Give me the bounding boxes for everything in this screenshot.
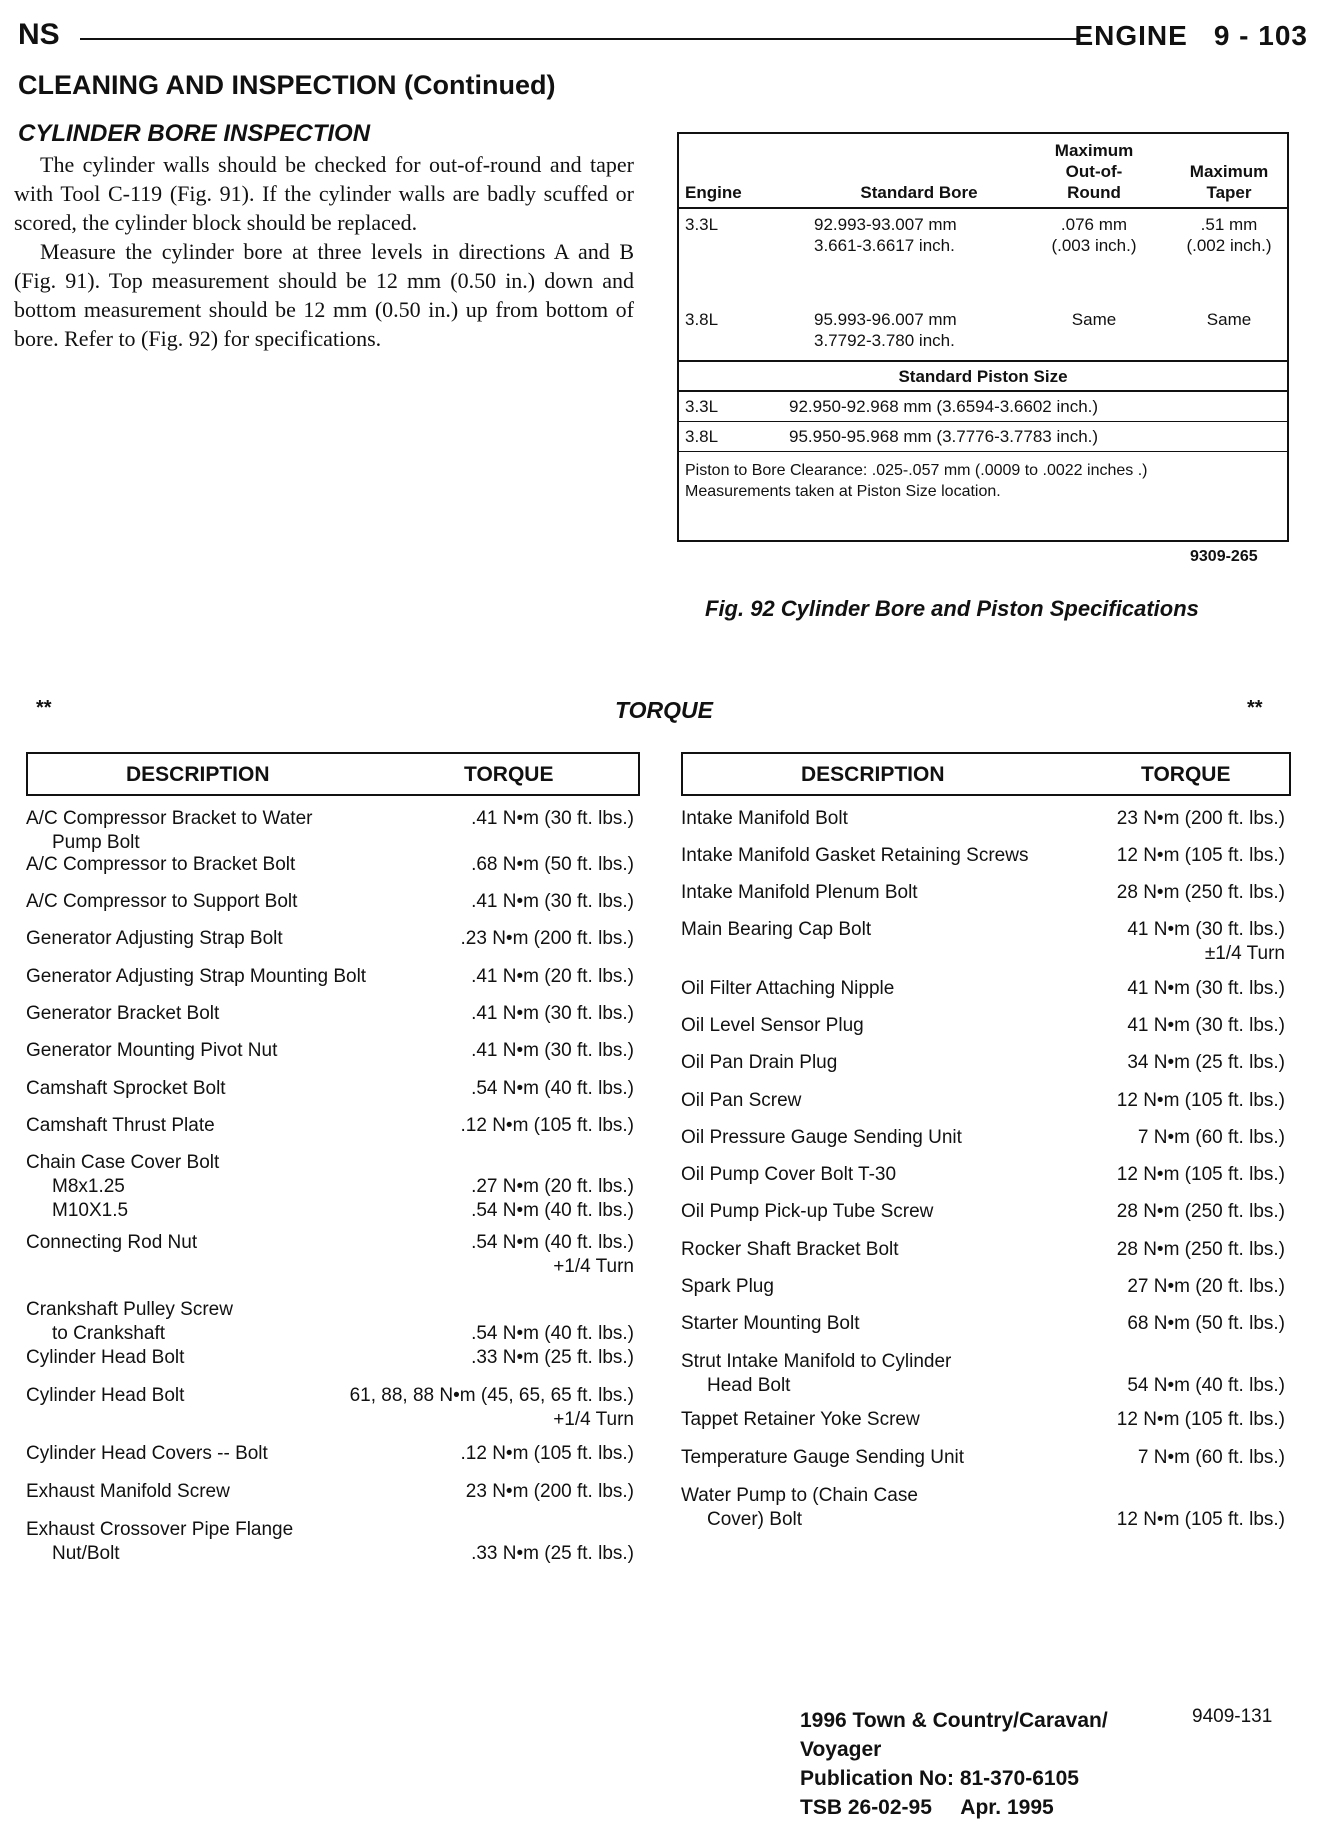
description-line: Starter Mounting Bolt [681, 1313, 860, 1334]
value-line: 12 N•m (105 ft. lbs.) [1116, 845, 1285, 866]
torque-value [471, 1077, 634, 1101]
col-taper-line2: Taper [1206, 183, 1252, 202]
description-line: Exhaust Crossover Pipe Flange [26, 1519, 294, 1540]
torque-description [681, 1275, 774, 1299]
torque-value [1127, 1312, 1285, 1336]
torque-description [681, 1014, 864, 1038]
bore-mm-cell: 95.993-96.007 mm [814, 310, 957, 329]
value-line [471, 1518, 634, 1542]
value-line: 12 N•m (105 ft. lbs.) [1116, 1509, 1285, 1530]
engine-cell: 3.8L [685, 427, 719, 446]
header-right [1074, 20, 1308, 52]
description-line: A/C Compressor to Support Bolt [26, 891, 298, 912]
torque-value [1127, 1051, 1285, 1075]
description-line: Intake Manifold Bolt [681, 808, 848, 829]
piston-size-cell: 92.950-92.968 mm (3.6594-3.6602 inch.) [789, 397, 1099, 416]
torque-table-right-header [681, 752, 1291, 796]
publication-code: 9409-131 [1192, 1706, 1273, 1727]
torque-value [466, 1480, 634, 1504]
spec-table-header [679, 134, 1287, 209]
publication-info [800, 1706, 1108, 1822]
taper-mm-cell: .51 mm [1200, 215, 1258, 234]
description-line: Strut Intake Manifold to Cylinder [681, 1351, 952, 1372]
torque-stars-left: ** [36, 697, 52, 719]
value-line: .54 N•m (40 ft. lbs.) [471, 1200, 634, 1221]
torque-value [471, 853, 634, 877]
value-line [1127, 1350, 1285, 1374]
torque-description [681, 1126, 962, 1150]
piston-row-3-3l [679, 392, 1287, 422]
col-oor-line3: Round [1067, 183, 1121, 202]
torque-value [1117, 881, 1285, 905]
value-line [1117, 1484, 1285, 1508]
torque-description [26, 1346, 184, 1370]
torque-value [1127, 1275, 1285, 1299]
value-line: .41 N•m (20 ft. lbs.) [471, 966, 634, 987]
torque-header: TORQUE [464, 763, 554, 786]
description-line: Cylinder Head Covers -- Bolt [26, 1443, 268, 1464]
description-line: Temperature Gauge Sending Unit [681, 1447, 965, 1468]
description-line: Cylinder Head Bolt [26, 1385, 185, 1406]
torque-description [681, 918, 871, 942]
description-line: to Crankshaft [52, 1323, 165, 1344]
paragraph-1: The cylinder walls should be checked for out-of-round and taper with Tool C-119 (Fig. 91). If the cylinder walls are badly scuffed or scored, the cylinder block should be replaced. [14, 152, 634, 235]
body-text [14, 150, 634, 353]
value-line: .54 N•m (40 ft. lbs.) [471, 1078, 634, 1099]
description-line: Pump Bolt [52, 832, 140, 853]
torque-description [681, 977, 894, 1001]
value-line: .12 N•m (105 ft. lbs.) [460, 1443, 634, 1464]
engine-cell: 3.3L [685, 215, 719, 234]
bore-in-cell: 3.7792-3.780 inch. [814, 331, 955, 350]
clearance-note-line2: Measurements taken at Piston Size location. [685, 483, 1001, 500]
value-line: .12 N•m (105 ft. lbs.) [460, 1115, 634, 1136]
value-line: .33 N•m (25 ft. lbs.) [471, 1347, 634, 1368]
torque-value [471, 1151, 634, 1223]
value-line: 34 N•m (25 ft. lbs.) [1127, 1052, 1285, 1073]
piston-size-cell: 95.950-95.968 mm (3.7776-3.7783 inch.) [789, 427, 1099, 446]
description-line: Cylinder Head Bolt [26, 1347, 185, 1368]
torque-description [26, 807, 312, 855]
paragraph-2: Measure the cylinder bore at three levels in directions A and B (Fig. 91). Top measurement should be 12 mm (0.50 in.) down and bottom measurement should be 12 mm (0.50 in.) up from bottom of bore. Refer to (Fig. 92) for specifications. [14, 239, 634, 351]
oor-cell: Same [1071, 310, 1117, 329]
value-line: 28 N•m (250 ft. lbs.) [1116, 1239, 1285, 1260]
taper-in-cell: (.002 inch.) [1186, 236, 1272, 255]
value-line: 41 N•m (30 ft. lbs.) [1127, 1015, 1285, 1036]
torque-description [681, 1051, 837, 1075]
col-taper-line1: Maximum [1189, 162, 1269, 181]
torque-table-left-header [26, 752, 640, 796]
torque-description [26, 965, 366, 989]
torque-value [1127, 1014, 1285, 1038]
torque-description [681, 1163, 896, 1187]
publication-line3: Publication No: 81-370-6105 [800, 1767, 1079, 1790]
header-page: 9 - 103 [1213, 20, 1308, 51]
torque-value [461, 1442, 635, 1466]
value-line: .54 N•m (40 ft. lbs.) [471, 1323, 634, 1344]
torque-value [1117, 807, 1285, 831]
torque-description [681, 1408, 920, 1432]
value-line: 12 N•m (105 ft. lbs.) [1116, 1090, 1285, 1111]
torque-description [26, 1384, 184, 1408]
torque-value [471, 1039, 634, 1063]
torque-value [1127, 1350, 1285, 1398]
value-line: .41 N•m (30 ft. lbs.) [471, 891, 634, 912]
torque-description [26, 1298, 233, 1346]
header-model: NS [18, 18, 60, 51]
torque-description [26, 1002, 219, 1026]
description-line: Connecting Rod Nut [26, 1232, 198, 1253]
torque-value [1117, 1408, 1285, 1432]
value-line [471, 1298, 634, 1322]
description-line: M8x1.25 [52, 1176, 125, 1197]
engine-cell: 3.3L [685, 397, 719, 416]
torque-value [1117, 1238, 1285, 1262]
piston-row-3-8l [679, 422, 1287, 452]
publication-line2: Voyager [800, 1738, 882, 1761]
torque-description [26, 890, 297, 914]
description-line: Camshaft Sprocket Bolt [26, 1078, 226, 1099]
torque-description [26, 853, 295, 877]
oor-mm-cell: .076 mm [1060, 215, 1128, 234]
description-line: Head Bolt [707, 1375, 791, 1396]
torque-value [471, 807, 634, 831]
torque-value [1117, 844, 1285, 868]
torque-value [1117, 1163, 1285, 1187]
torque-description [26, 1518, 293, 1566]
publication-line4: TSB 26-02-95 Apr. 1995 [800, 1796, 1054, 1819]
value-line: 68 N•m (50 ft. lbs.) [1127, 1313, 1285, 1334]
description-line: Intake Manifold Gasket Retaining Screws [681, 845, 1029, 866]
torque-value [1127, 918, 1285, 966]
description-header: DESCRIPTION [801, 763, 945, 786]
torque-value [350, 1384, 634, 1432]
figure-code: 9309-265 [1190, 548, 1258, 565]
value-line: .54 N•m (40 ft. lbs.) [471, 1232, 634, 1253]
value-line: .27 N•m (20 ft. lbs.) [471, 1176, 634, 1197]
torque-table-left [26, 752, 640, 1564]
torque-table-right [681, 752, 1291, 1530]
description-line: Oil Filter Attaching Nipple [681, 978, 895, 999]
value-line: 41 N•m (30 ft. lbs.) [1127, 978, 1285, 999]
description-line: Generator Adjusting Strap Mounting Bolt [26, 966, 367, 987]
description-line: Main Bearing Cap Bolt [681, 919, 872, 940]
description-line: Generator Adjusting Strap Bolt [26, 928, 283, 949]
torque-value [1127, 977, 1285, 1001]
description-line: Oil Level Sensor Plug [681, 1015, 864, 1036]
torque-value [1117, 1484, 1285, 1532]
torque-header: TORQUE [1141, 763, 1231, 786]
torque-value [1138, 1446, 1285, 1470]
value-line: .41 N•m (30 ft. lbs.) [471, 1040, 634, 1061]
value-line: .41 N•m (30 ft. lbs.) [471, 808, 634, 829]
value-line: 12 N•m (105 ft. lbs.) [1116, 1409, 1285, 1430]
header-section: ENGINE [1074, 20, 1188, 51]
value-line: 28 N•m (250 ft. lbs.) [1116, 1201, 1285, 1222]
figure-caption: Fig. 92 Cylinder Bore and Piston Specifications [705, 596, 1199, 621]
torque-description [681, 1484, 918, 1532]
description-line: Intake Manifold Plenum Bolt [681, 882, 918, 903]
torque-stars-right: ** [1247, 697, 1263, 719]
torque-value [471, 1231, 634, 1279]
engine-cell: 3.8L [685, 310, 719, 329]
torque-description [681, 1350, 951, 1398]
col-standard-bore: Standard Bore [860, 183, 978, 202]
bore-mm-cell: 92.993-93.007 mm [814, 215, 957, 234]
bore-in-cell: 3.661-3.6617 inch. [814, 236, 955, 255]
torque-description [26, 1114, 215, 1138]
torque-value [471, 1518, 634, 1566]
description-line: Oil Pan Screw [681, 1090, 802, 1111]
value-line [471, 1151, 634, 1175]
col-oor-line1: Maximum [1054, 141, 1134, 160]
description-line: Chain Case Cover Bolt [26, 1152, 220, 1173]
value-line: .33 N•m (25 ft. lbs.) [471, 1543, 634, 1564]
value-line: 61, 88, 88 N•m (45, 65, 65 ft. lbs.) [349, 1385, 634, 1406]
torque-title: TORQUE [615, 697, 713, 723]
section-title: CLEANING AND INSPECTION (Continued) [18, 70, 556, 100]
torque-description [681, 1312, 859, 1336]
clearance-note-line1: Piston to Bore Clearance: .025-.057 mm (.0009 to .0022 inches .) [685, 462, 1148, 479]
description-line: Camshaft Thrust Plate [26, 1115, 215, 1136]
description-line: Rocker Shaft Bracket Bolt [681, 1239, 899, 1260]
torque-description [26, 1077, 226, 1101]
description-line: Oil Pan Drain Plug [681, 1052, 838, 1073]
torque-value [461, 927, 635, 951]
torque-description [26, 1442, 268, 1466]
value-line: .23 N•m (200 ft. lbs.) [460, 928, 634, 949]
subsection-title: CYLINDER BORE INSPECTION [18, 120, 371, 147]
description-line: Spark Plug [681, 1276, 774, 1297]
torque-description [26, 927, 283, 951]
torque-description [681, 1200, 933, 1224]
col-oor-line2: Out-of- [1065, 162, 1123, 181]
torque-value [471, 1002, 634, 1026]
torque-description [681, 844, 1028, 868]
description-line: Generator Bracket Bolt [26, 1003, 220, 1024]
value-line: +1/4 Turn [553, 1409, 634, 1430]
description-line: M10X1.5 [52, 1200, 129, 1221]
description-line: Cover) Bolt [707, 1509, 803, 1530]
description-line: Generator Mounting Pivot Nut [26, 1040, 278, 1061]
value-line: 28 N•m (250 ft. lbs.) [1116, 882, 1285, 903]
torque-value [471, 965, 634, 989]
value-line: +1/4 Turn [553, 1256, 634, 1277]
torque-description [681, 1089, 801, 1113]
header-rule [80, 38, 1080, 40]
value-line: 27 N•m (20 ft. lbs.) [1127, 1276, 1285, 1297]
clearance-note [685, 460, 1283, 502]
col-engine: Engine [685, 183, 742, 202]
taper-cell: Same [1206, 310, 1252, 329]
torque-value [471, 890, 634, 914]
value-line: 7 N•m (60 ft. lbs.) [1137, 1447, 1285, 1468]
value-line: .68 N•m (50 ft. lbs.) [471, 854, 634, 875]
page-header [18, 18, 1308, 58]
value-line: 41 N•m (30 ft. lbs.) [1127, 919, 1285, 940]
oor-in-cell: (.003 inch.) [1051, 236, 1137, 255]
description-line: Exhaust Manifold Screw [26, 1481, 230, 1502]
torque-value [471, 1346, 634, 1370]
torque-value [1117, 1089, 1285, 1113]
torque-description [681, 1238, 899, 1262]
value-line: 23 N•m (200 ft. lbs.) [465, 1481, 634, 1502]
torque-description [26, 1231, 197, 1255]
description-line: Oil Pump Cover Bolt T-30 [681, 1164, 897, 1185]
description-line: A/C Compressor to Bracket Bolt [26, 854, 296, 875]
torque-description [681, 1446, 964, 1470]
torque-description [26, 1151, 219, 1223]
description-line: Nut/Bolt [52, 1543, 120, 1564]
torque-value [461, 1114, 635, 1138]
torque-description [681, 881, 918, 905]
piston-size-title: Standard Piston Size [679, 360, 1287, 392]
value-line: 54 N•m (40 ft. lbs.) [1127, 1375, 1285, 1396]
torque-description [26, 1039, 277, 1063]
value-line: 23 N•m (200 ft. lbs.) [1116, 808, 1285, 829]
description-line: Oil Pump Pick-up Tube Screw [681, 1201, 934, 1222]
torque-description [681, 807, 848, 831]
description-line: Tappet Retainer Yoke Screw [681, 1409, 920, 1430]
description-line: Oil Pressure Gauge Sending Unit [681, 1127, 962, 1148]
torque-value [1117, 1200, 1285, 1224]
description-line: Crankshaft Pulley Screw [26, 1299, 233, 1320]
value-line: .41 N•m (30 ft. lbs.) [471, 1003, 634, 1024]
description-line: Water Pump to (Chain Case [681, 1485, 918, 1506]
bore-spec-table [677, 132, 1289, 542]
value-line: 12 N•m (105 ft. lbs.) [1116, 1164, 1285, 1185]
value-line: 7 N•m (60 ft. lbs.) [1137, 1127, 1285, 1148]
publication-line1: 1996 Town & Country/Caravan/ [800, 1709, 1108, 1732]
torque-value [471, 1298, 634, 1346]
torque-value [1138, 1126, 1285, 1150]
description-line: A/C Compressor Bracket to Water [26, 808, 313, 829]
value-line: ±1/4 Turn [1204, 943, 1285, 964]
torque-description [26, 1480, 230, 1504]
description-header: DESCRIPTION [126, 763, 270, 786]
